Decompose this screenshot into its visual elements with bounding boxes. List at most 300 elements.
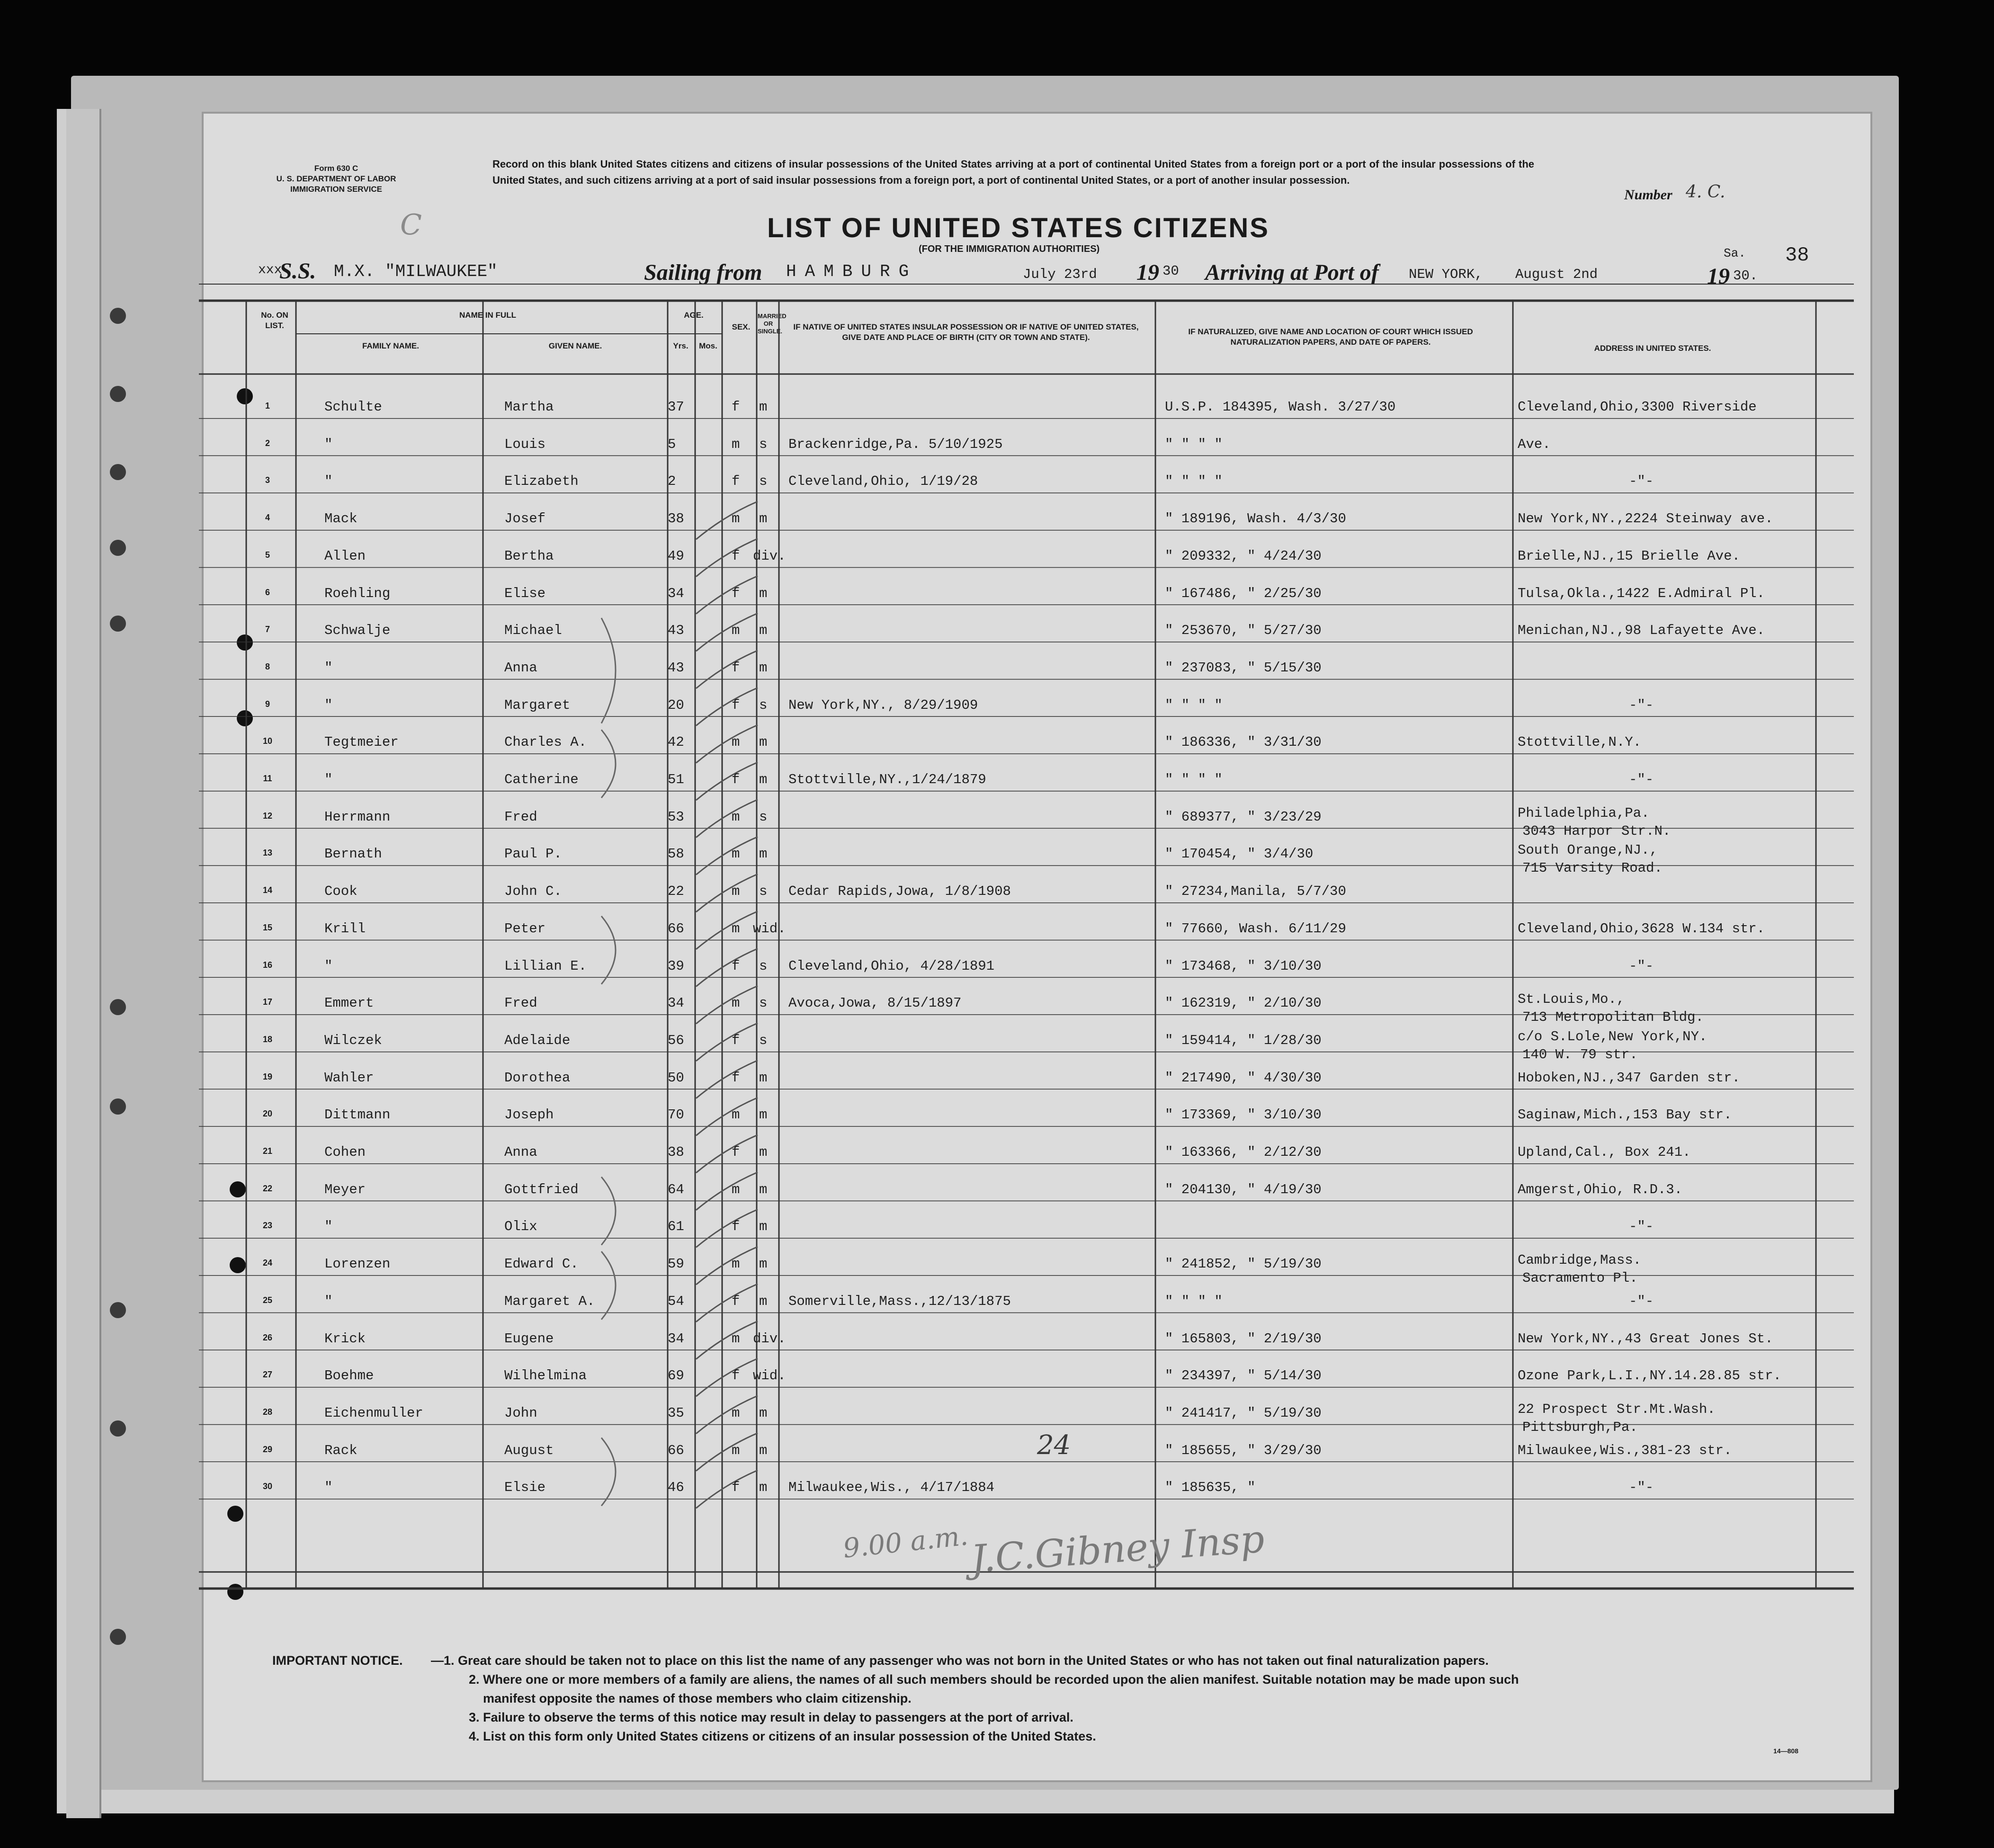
birth-info: Avoca,Jowa, 8/15/1897 <box>788 995 962 1011</box>
form-code: 14—808 <box>1773 1747 1798 1755</box>
sex: m <box>732 1442 740 1458</box>
ship-name: M.X. "MILWAUKEE" <box>334 262 498 281</box>
address-line-2: 140 W. 79 str. <box>1522 1046 1638 1062</box>
check-stroke <box>696 837 758 875</box>
sex: m <box>732 809 740 825</box>
naturalization-info: " 253670, " 5/27/30 <box>1165 623 1322 639</box>
family-bracket <box>601 1251 616 1320</box>
address-line-1: Milwaukee,Wis.,381-23 str. <box>1518 1442 1732 1458</box>
date-from: July 23rd <box>1023 267 1097 282</box>
address-line-1: Hoboken,NJ.,347 Garden str. <box>1518 1070 1740 1086</box>
naturalization-info: " 241852, " 5/19/30 <box>1165 1256 1322 1272</box>
address-line-1: Menichan,NJ.,98 Lafayette Ave. <box>1518 623 1765 639</box>
age-years: 46 <box>668 1480 684 1496</box>
family-name: Meyer <box>324 1181 366 1197</box>
age-years: 64 <box>668 1181 684 1197</box>
address-line-1: Cleveland,Ohio,3300 Riverside <box>1518 399 1757 415</box>
age-years: 70 <box>668 1107 684 1123</box>
family-name: Roehling <box>324 585 391 601</box>
given-name: Adelaide <box>504 1032 571 1048</box>
naturalization-info: " 185635, " <box>1165 1480 1256 1496</box>
check-stroke <box>696 1247 758 1285</box>
marital-status: m <box>759 1107 768 1123</box>
naturalization-info: " 241417, " 5/19/30 <box>1165 1405 1322 1421</box>
given-name: Fred <box>504 995 537 1011</box>
address-line-2: 713 Metropolitan Bldg. <box>1522 1009 1704 1026</box>
birth-info: Stottville,NY.,1/24/1879 <box>788 772 986 787</box>
department-name: U. S. DEPARTMENT OF LABOR <box>276 174 396 183</box>
naturalization-info: " 237083, " 5/15/30 <box>1165 660 1322 676</box>
row-number: 17 <box>262 997 273 1007</box>
naturalization-info: " " " " <box>1165 436 1223 452</box>
age-years: 34 <box>668 1330 684 1347</box>
row-number: 3 <box>265 475 270 485</box>
check-stroke <box>696 1023 758 1061</box>
sex: m <box>732 623 740 639</box>
family-bracket <box>601 916 616 984</box>
given-name: Martha <box>504 399 554 415</box>
row-number: 27 <box>262 1370 273 1380</box>
family-bracket <box>601 618 616 723</box>
family-bracket <box>601 1177 616 1245</box>
marital-status: s <box>759 473 768 490</box>
age-years: 34 <box>668 585 684 601</box>
port-to: NEW YORK, <box>1409 267 1483 282</box>
naturalization-info: " 217490, " 4/30/30 <box>1165 1070 1322 1086</box>
naturalization-info: " " " " <box>1165 697 1223 713</box>
marital-status: m <box>759 1070 768 1086</box>
row-number: 6 <box>265 587 270 597</box>
family-name: Allen <box>324 548 366 564</box>
sex: m <box>732 1405 740 1421</box>
check-stroke <box>696 911 758 949</box>
marital-status: m <box>759 1442 768 1458</box>
given-name: Elise <box>504 585 546 601</box>
row-number: 15 <box>262 922 273 932</box>
given-name: Fred <box>504 809 537 825</box>
family-name: " <box>324 772 333 787</box>
family-name: " <box>324 1480 333 1496</box>
check-stroke <box>696 651 758 688</box>
naturalization-info: " " " " <box>1165 1293 1223 1309</box>
family-name: Tegtmeier <box>324 734 399 750</box>
sex: f <box>732 473 740 490</box>
naturalization-info: " " " " <box>1165 473 1223 490</box>
naturalization-info: " 27234,Manila, 5/7/30 <box>1165 884 1346 900</box>
row-number: 5 <box>265 550 270 560</box>
naturalization-info: " 189196, Wash. 4/3/30 <box>1165 511 1346 527</box>
sex: f <box>732 660 740 676</box>
address-line-1: c/o S.Lole,New York,NY. <box>1518 1028 1708 1045</box>
family-name: Mack <box>324 511 358 527</box>
check-stroke <box>696 986 758 1024</box>
naturalization-info: " 165803, " 2/19/30 <box>1165 1330 1322 1347</box>
col-header-yrs: Yrs. <box>673 341 689 350</box>
sex: f <box>732 1368 740 1384</box>
naturalization-info: " 234397, " 5/14/30 <box>1165 1368 1322 1384</box>
naturalization-info: " 173369, " 3/10/30 <box>1165 1107 1322 1123</box>
age-years: 59 <box>668 1256 684 1272</box>
marital-status: m <box>759 772 768 787</box>
given-name: Edward C. <box>504 1256 579 1272</box>
check-stroke <box>696 762 758 800</box>
given-name: Anna <box>504 1144 537 1160</box>
service-name: IMMIGRATION SERVICE <box>290 185 382 194</box>
address-line-1: New York,NY.,43 Great Jones St. <box>1518 1330 1773 1347</box>
col-header-given: GIVEN NAME. <box>548 341 602 350</box>
row-number: 7 <box>265 625 270 634</box>
row-number: 2 <box>265 438 270 448</box>
check-stroke <box>696 1321 758 1359</box>
check-stroke <box>696 1098 758 1135</box>
check-stroke <box>696 1209 758 1247</box>
row-number: 22 <box>262 1183 273 1193</box>
marital-status: s <box>759 809 768 825</box>
row-number: 23 <box>262 1221 273 1231</box>
check-stroke <box>696 1433 758 1471</box>
address-line-1: Cleveland,Ohio,3628 W.134 str. <box>1518 920 1765 937</box>
row-number: 14 <box>262 885 273 895</box>
check-stroke <box>696 1284 758 1322</box>
check-stroke <box>696 800 758 838</box>
address-line-1: -"- <box>1629 1480 1654 1496</box>
arriving-label: Arriving at Port of <box>1205 260 1379 285</box>
naturalization-info: " 159414, " 1/28/30 <box>1165 1032 1322 1048</box>
age-years: 69 <box>668 1368 684 1384</box>
row-number: 1 <box>265 401 270 411</box>
row-number: 9 <box>265 699 270 709</box>
naturalization-info: U.S.P. 184395, Wash. 3/27/30 <box>1165 399 1396 415</box>
year-from: 30 <box>1162 263 1179 279</box>
address-line-1: Stottville,N.Y. <box>1518 734 1642 750</box>
family-name: Herrmann <box>324 809 391 825</box>
naturalization-info: " 173468, " 3/10/30 <box>1165 958 1322 974</box>
marital-status: m <box>759 846 768 862</box>
address-line-1: South Orange,NJ., <box>1518 842 1658 858</box>
given-name: Bertha <box>504 548 554 564</box>
naturalization-info: " 167486, " 2/25/30 <box>1165 585 1322 601</box>
family-name: Wahler <box>324 1070 374 1086</box>
check-stroke <box>696 688 758 726</box>
check-stroke <box>696 874 758 912</box>
sex: m <box>732 1107 740 1123</box>
notice-item-2a: 2. Where one or more members of a family are aliens, the names of all such members should be recorded upon the alien manifest. Suitable notation may be made upon such <box>469 1672 1519 1687</box>
marital-status: wid. <box>753 920 786 937</box>
marital-status: m <box>759 623 768 639</box>
family-name: Lorenzen <box>324 1256 391 1272</box>
naturalization-info: " 163366, " 2/12/30 <box>1165 1144 1322 1160</box>
sex: m <box>732 1181 740 1197</box>
address-line-1: Ozone Park,L.I.,NY.14.28.85 str. <box>1518 1368 1781 1384</box>
age-years: 58 <box>668 846 684 862</box>
row-number: 10 <box>262 736 273 746</box>
sex: f <box>732 585 740 601</box>
marital-status: m <box>759 1181 768 1197</box>
address-line-2: 715 Varsity Road. <box>1522 860 1663 876</box>
address-line-1: -"- <box>1629 1293 1654 1309</box>
age-years: 34 <box>668 995 684 1011</box>
col-header-age: AGE. <box>684 311 704 320</box>
family-name: " <box>324 436 333 452</box>
notice-item-2b: manifest opposite the names of those members who claim citizenship. <box>483 1691 912 1705</box>
sex: m <box>732 846 740 862</box>
family-name: Rack <box>324 1442 358 1458</box>
sex: m <box>732 436 740 452</box>
number-value: 4. C. <box>1686 182 1726 202</box>
marital-status: m <box>759 660 768 676</box>
check-stroke <box>696 725 758 763</box>
marital-status: m <box>759 585 768 601</box>
naturalization-info: " " " " <box>1165 772 1223 787</box>
notice-item-1: —1. Great care should be taken not to place on this list the name of any passenger who was not born in the United States or who has not taken out final naturalization papers. <box>431 1653 1489 1668</box>
check-stroke <box>696 1358 758 1396</box>
col-header-mos: Mos. <box>699 341 717 350</box>
notice-label: IMPORTANT NOTICE. <box>272 1653 403 1668</box>
row-number: 19 <box>262 1071 273 1081</box>
marital-status: m <box>759 1405 768 1421</box>
row-number: 28 <box>262 1407 273 1417</box>
age-years: 42 <box>668 734 684 750</box>
given-name: Olix <box>504 1219 537 1235</box>
check-stroke <box>696 1061 758 1098</box>
sex: f <box>732 1293 740 1309</box>
row-number: 26 <box>262 1332 273 1342</box>
sex: m <box>732 1256 740 1272</box>
given-name: Paul P. <box>504 846 562 862</box>
address-line-1: Upland,Cal., Box 241. <box>1518 1144 1691 1160</box>
age-years: 22 <box>668 884 684 900</box>
marital-status: s <box>759 697 768 713</box>
ss-strike: xxx <box>258 263 282 277</box>
age-years: 54 <box>668 1293 684 1309</box>
sex: f <box>732 697 740 713</box>
marital-status: s <box>759 995 768 1011</box>
page-number: 38 <box>1785 244 1809 267</box>
year-prefix-to: 19 <box>1707 264 1730 289</box>
address-line-1: Cambridge,Mass. <box>1518 1252 1642 1268</box>
age-years: 38 <box>668 1144 684 1160</box>
sex: f <box>732 1070 740 1086</box>
age-years: 49 <box>668 548 684 564</box>
col-header-family: FAMILY NAME. <box>362 341 419 350</box>
family-name: Schulte <box>324 399 382 415</box>
family-name: " <box>324 1219 333 1235</box>
check-stroke <box>696 1135 758 1173</box>
family-name: Krill <box>324 920 366 937</box>
naturalization-info: " 170454, " 3/4/30 <box>1165 846 1314 862</box>
given-name: Charles A. <box>504 734 587 750</box>
address-line-1: Amgerst,Ohio, R.D.3. <box>1518 1181 1683 1197</box>
col-header-birth: IF NATIVE OF UNITED STATES INSULAR POSSESSION OR IF NATIVE OF UNITED STATES, GIVE DATE AND PLACE OF BIRTH (CITY OR TOWN AND STATE). <box>793 322 1139 342</box>
col-header-naturalized: IF NATURALIZED, GIVE NAME AND LOCATION OF COURT WHICH ISSUED NATURALIZATION PAPERS, AND DATE OF PAPERS. <box>1188 327 1473 347</box>
birth-info: Milwaukee,Wis., 4/17/1884 <box>788 1480 995 1496</box>
row-number: 8 <box>265 661 270 671</box>
address-line-1: St.Louis,Mo., <box>1518 991 1625 1008</box>
port-from: HAMBURG <box>786 262 918 281</box>
given-name: Margaret <box>504 697 571 713</box>
row-number: 16 <box>262 960 273 970</box>
address-line-1: Tulsa,Okla.,1422 E.Admiral Pl. <box>1518 585 1765 601</box>
given-name: Lillian E. <box>504 958 587 974</box>
ss-label: S.S. <box>279 259 316 284</box>
birth-info: New York,NY., 8/29/1909 <box>788 697 978 713</box>
given-name: Gottfried <box>504 1181 579 1197</box>
address-line-1: Brielle,NJ.,15 Brielle Ave. <box>1518 548 1740 564</box>
number-label: Number <box>1624 187 1672 203</box>
sex: f <box>732 1032 740 1048</box>
marital-status: div. <box>753 1330 786 1347</box>
check-stroke <box>696 576 758 614</box>
sex: f <box>732 772 740 787</box>
family-name: " <box>324 1293 333 1309</box>
given-name: Peter <box>504 920 546 937</box>
check-stroke <box>696 613 758 651</box>
row-number: 29 <box>262 1444 273 1454</box>
given-name: Catherine <box>504 772 579 787</box>
naturalization-info: " 162319, " 2/10/30 <box>1165 995 1322 1011</box>
age-years: 61 <box>668 1219 684 1235</box>
given-name: Dorothea <box>504 1070 571 1086</box>
row-number: 4 <box>265 513 270 523</box>
age-years: 2 <box>668 473 676 490</box>
address-line-1: -"- <box>1629 958 1654 974</box>
age-years: 20 <box>668 697 684 713</box>
family-name: Boehme <box>324 1368 374 1384</box>
row-number: 21 <box>262 1146 273 1156</box>
age-years: 5 <box>668 436 676 452</box>
given-name: Josef <box>504 511 546 527</box>
check-stroke <box>696 1172 758 1210</box>
notice-item-4: 4. List on this form only United States citizens or citizens of an insular possession of the United States. <box>469 1729 1096 1743</box>
given-name: Joseph <box>504 1107 554 1123</box>
given-name: Elizabeth <box>504 473 579 490</box>
marital-status: m <box>759 734 768 750</box>
address-line-2: Pittsburgh,Pa. <box>1522 1419 1638 1435</box>
year-to: 30. <box>1733 268 1758 284</box>
family-name: " <box>324 697 333 713</box>
age-years: 37 <box>668 399 684 415</box>
address-line-1: -"- <box>1629 1219 1654 1235</box>
family-name: " <box>324 958 333 974</box>
given-name: Michael <box>504 623 562 639</box>
naturalization-info: " 77660, Wash. 6/11/29 <box>1165 920 1346 937</box>
sex: m <box>732 995 740 1011</box>
row-number: 30 <box>262 1482 273 1491</box>
family-bracket <box>601 1438 616 1506</box>
row-number: 13 <box>262 848 273 858</box>
family-name: Eichenmuller <box>324 1405 423 1421</box>
sex: m <box>732 920 740 937</box>
marital-status: div. <box>753 548 786 564</box>
marital-status: s <box>759 958 768 974</box>
marital-status: m <box>759 1293 768 1309</box>
row-number: 24 <box>262 1258 273 1268</box>
family-name: Cohen <box>324 1144 366 1160</box>
sa-label: Sa. <box>1724 246 1746 260</box>
marital-status: s <box>759 1032 768 1048</box>
check-stroke <box>696 949 758 987</box>
sex: m <box>732 734 740 750</box>
address-line-1: -"- <box>1629 772 1654 787</box>
sailing-label: Sailing from <box>644 260 762 285</box>
address-line-1: 22 Prospect Str.Mt.Wash. <box>1518 1401 1716 1417</box>
sex: m <box>732 511 740 527</box>
marital-status: m <box>759 1480 768 1496</box>
row-number: 25 <box>262 1295 273 1305</box>
given-name: John C. <box>504 884 562 900</box>
handwritten-time: 9.00 a.m. <box>841 1520 970 1564</box>
birth-info: Cleveland,Ohio, 1/19/28 <box>788 473 978 490</box>
age-years: 56 <box>668 1032 684 1048</box>
row-number: 11 <box>263 774 272 783</box>
address-line-1: Philadelphia,Pa. <box>1518 805 1650 821</box>
family-name: Dittmann <box>324 1107 391 1123</box>
birth-info: Brackenridge,Pa. 5/10/1925 <box>788 436 1003 452</box>
naturalization-info: " 204130, " 4/19/30 <box>1165 1181 1322 1197</box>
marital-status: m <box>759 1219 768 1235</box>
family-name: Emmert <box>324 995 374 1011</box>
marital-status: s <box>759 436 768 452</box>
family-name: Wilczek <box>324 1032 382 1048</box>
naturalization-info: " 689377, " 3/23/29 <box>1165 809 1322 825</box>
marital-status: m <box>759 1144 768 1160</box>
date-to: August 2nd <box>1515 267 1598 282</box>
naturalization-info: " 186336, " 3/31/30 <box>1165 734 1322 750</box>
address-line-1: -"- <box>1629 473 1654 490</box>
age-years: 66 <box>668 1442 684 1458</box>
page-subtitle: (FOR THE IMMIGRATION AUTHORITIES) <box>919 244 1100 254</box>
age-years: 35 <box>668 1405 684 1421</box>
age-years: 50 <box>668 1070 684 1086</box>
given-name: Louis <box>504 436 546 452</box>
family-bracket <box>601 730 616 798</box>
marital-status: m <box>759 399 768 415</box>
naturalization-info: " 209332, " 4/24/30 <box>1165 548 1322 564</box>
given-name: Elsie <box>504 1480 546 1496</box>
family-name: Schwalje <box>324 623 391 639</box>
col-header-name: NAME IN FULL <box>459 311 516 320</box>
col-header-no: No. ON LIST. <box>261 311 288 330</box>
marital-status: s <box>759 884 768 900</box>
address-line-1: Saginaw,Mich.,153 Bay str. <box>1518 1107 1732 1123</box>
sex: f <box>732 1219 740 1235</box>
age-years: 43 <box>668 623 684 639</box>
marital-status: m <box>759 511 768 527</box>
sex: f <box>732 548 740 564</box>
family-name: Bernath <box>324 846 382 862</box>
given-name: Wilhelmina <box>504 1368 587 1384</box>
sex: f <box>732 958 740 974</box>
birth-info: Cleveland,Ohio, 4/28/1891 <box>788 958 995 974</box>
col-header-address: ADDRESS IN UNITED STATES. <box>1594 344 1711 353</box>
address-line-1: Ave. <box>1518 436 1551 452</box>
birth-info: Somerville,Mass.,12/13/1875 <box>788 1293 1011 1309</box>
marital-status: wid. <box>753 1368 786 1384</box>
age-years: 53 <box>668 809 684 825</box>
row-number: 12 <box>262 811 273 821</box>
age-years: 66 <box>668 920 684 937</box>
family-name: " <box>324 473 333 490</box>
year-prefix-from: 19 <box>1136 260 1159 285</box>
check-stroke <box>696 539 758 577</box>
intro-text: Record on this blank United States citizens and citizens of insular possessions of the United States arriving at a port of continental United States from a foreign port or a port of the insular possessions of the United States, and such citizens arriving at a port of said insular possessions from a foreign port, a port of continental United States, or a port of another insular possession. <box>492 158 1534 186</box>
page-title: LIST OF UNITED STATES CITIZENS <box>767 213 1270 243</box>
age-years: 43 <box>668 660 684 676</box>
naturalization-info: " 185655, " 3/29/30 <box>1165 1442 1322 1458</box>
address-line-2: 3043 Harpor Str.N. <box>1522 823 1671 839</box>
address-line-2: Sacramento Pl. <box>1522 1270 1638 1286</box>
row-number: 18 <box>262 1034 273 1044</box>
